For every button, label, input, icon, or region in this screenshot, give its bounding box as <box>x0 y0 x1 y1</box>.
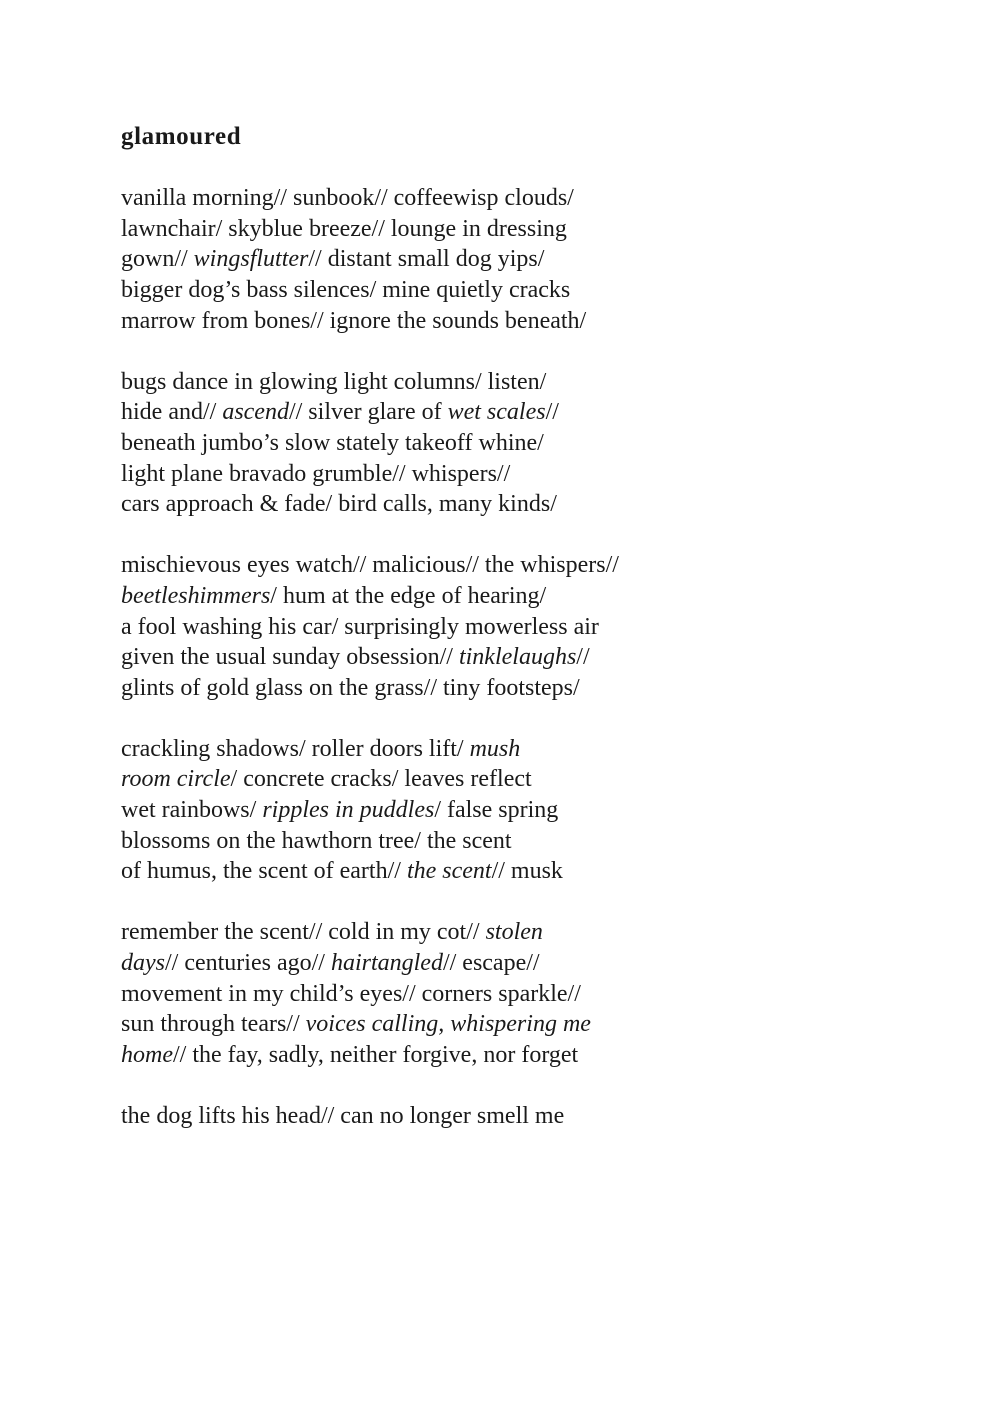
poem-segment-italic: wet scales <box>447 399 546 426</box>
poem-line <box>121 367 917 398</box>
poem-segment: glints of gold glass on the grass// tiny footsteps/ <box>121 674 580 701</box>
poem-title: glamoured <box>121 123 242 150</box>
poem-segment: // escape// <box>442 950 540 977</box>
poem-segment: bigger dog’s bass silences/ mine quietly cracks <box>121 276 571 303</box>
poem-segment: cars approach & fade/ bird calls, many kinds/ <box>121 491 557 518</box>
poem-line <box>121 642 917 673</box>
poem-line <box>121 979 917 1010</box>
poem-segment: blossoms on the hawthorn tree/ the scent <box>121 827 512 854</box>
poem-line <box>121 550 917 581</box>
poem-segment: crackling shadows/ roller doors lift/ <box>121 735 470 762</box>
poem-segment: beneath jumbo’s slow stately takeoff whine/ <box>121 429 544 456</box>
poem-segment: hide and// <box>121 399 223 426</box>
poem-segment: // the fay, sadly, neither forgive, nor forget <box>172 1041 579 1068</box>
poem-segment: a fool washing his car/ surprisingly mowerless air <box>121 613 599 640</box>
poem-body <box>121 183 917 1131</box>
poem-line <box>121 581 917 612</box>
poem-segment: // <box>545 399 559 426</box>
poem-segment: vanilla morning// sunbook// coffeewisp clouds/ <box>121 185 574 212</box>
poem-segment: marrow from bones// ignore the sounds beneath/ <box>121 307 587 334</box>
poem-segment: / concrete cracks/ leaves reflect <box>230 766 532 793</box>
poem-segment-italic: hairtangled <box>330 950 443 977</box>
poem-segment: // musk <box>491 858 563 885</box>
poem-line <box>121 1101 917 1132</box>
poem-stanza <box>121 550 917 703</box>
poem-line <box>121 428 917 459</box>
poem-segment: of humus, the scent of earth// <box>121 858 407 885</box>
poem-segment: movement in my child’s eyes// corners sparkle// <box>121 980 581 1007</box>
poem-line <box>121 306 917 337</box>
poem-line <box>121 673 917 704</box>
poem-segment: / hum at the edge of hearing/ <box>270 582 547 609</box>
poem-segment: given the usual sunday obsession// <box>121 644 459 671</box>
poem-line <box>121 214 917 245</box>
poem-line <box>121 795 917 826</box>
poem-segment-italic: days <box>121 950 165 977</box>
poem-segment: wet rainbows/ <box>121 797 263 824</box>
poem-segment-italic: the scent <box>406 858 492 885</box>
poem-segment-italic: mush <box>469 735 521 762</box>
poem-segment-italic: home <box>121 1041 173 1068</box>
poem-line <box>121 397 917 428</box>
poem-segment-italic: ascend <box>222 399 289 426</box>
poem-line <box>121 917 917 948</box>
poem-segment: // centuries ago// <box>165 950 331 977</box>
poem-segment: light plane bravado grumble// whispers// <box>121 460 511 487</box>
poem-segment: sun through tears// <box>121 1011 306 1038</box>
poem-stanza <box>121 183 917 336</box>
poem-segment-italic: tinklelaughs <box>458 644 577 671</box>
poem-line <box>121 856 917 887</box>
poem-stanza <box>121 917 917 1070</box>
poem-segment-italic: stolen <box>485 919 543 946</box>
poem-segment-italic: ripples in puddles <box>262 797 435 824</box>
poem-segment: bugs dance in glowing light columns/ listen/ <box>121 368 547 395</box>
poem-segment: // <box>576 644 590 671</box>
poem-segment-italic: wingsflutter <box>193 246 309 273</box>
poem-line <box>121 489 917 520</box>
poem-line <box>121 612 917 643</box>
poem-line <box>121 183 917 214</box>
poem-stanza <box>121 1101 917 1132</box>
poem-segment: gown// <box>121 246 194 273</box>
poem-segment: the dog lifts his head// can no longer smell me <box>121 1103 565 1129</box>
poem-segment: // silver glare of <box>288 399 448 426</box>
poem-line <box>121 948 917 979</box>
poem-segment-italic: beetleshimmers <box>121 582 271 609</box>
poem-segment: // distant small dog yips/ <box>308 246 545 273</box>
poem-segment: lawnchair/ skyblue breeze// lounge in dressing <box>121 215 567 242</box>
poem-line <box>121 734 917 765</box>
poem-stanza <box>121 734 917 887</box>
poem-line <box>121 1040 917 1071</box>
poem-line <box>121 459 917 490</box>
poem-segment: / false spring <box>434 797 559 824</box>
poem-line <box>121 275 917 306</box>
poem-segment: remember the scent// cold in my cot// <box>121 919 486 946</box>
poem-line <box>121 826 917 857</box>
poem-segment-italic: voices calling, whispering me <box>305 1011 591 1038</box>
poem-stanza <box>121 367 917 520</box>
poem-line <box>121 764 917 795</box>
poem-segment-italic: room circle <box>121 766 231 793</box>
poem-segment: mischievous eyes watch// malicious// the whispers// <box>121 552 619 579</box>
poem-line <box>121 1009 917 1040</box>
poem-line <box>121 244 917 275</box>
